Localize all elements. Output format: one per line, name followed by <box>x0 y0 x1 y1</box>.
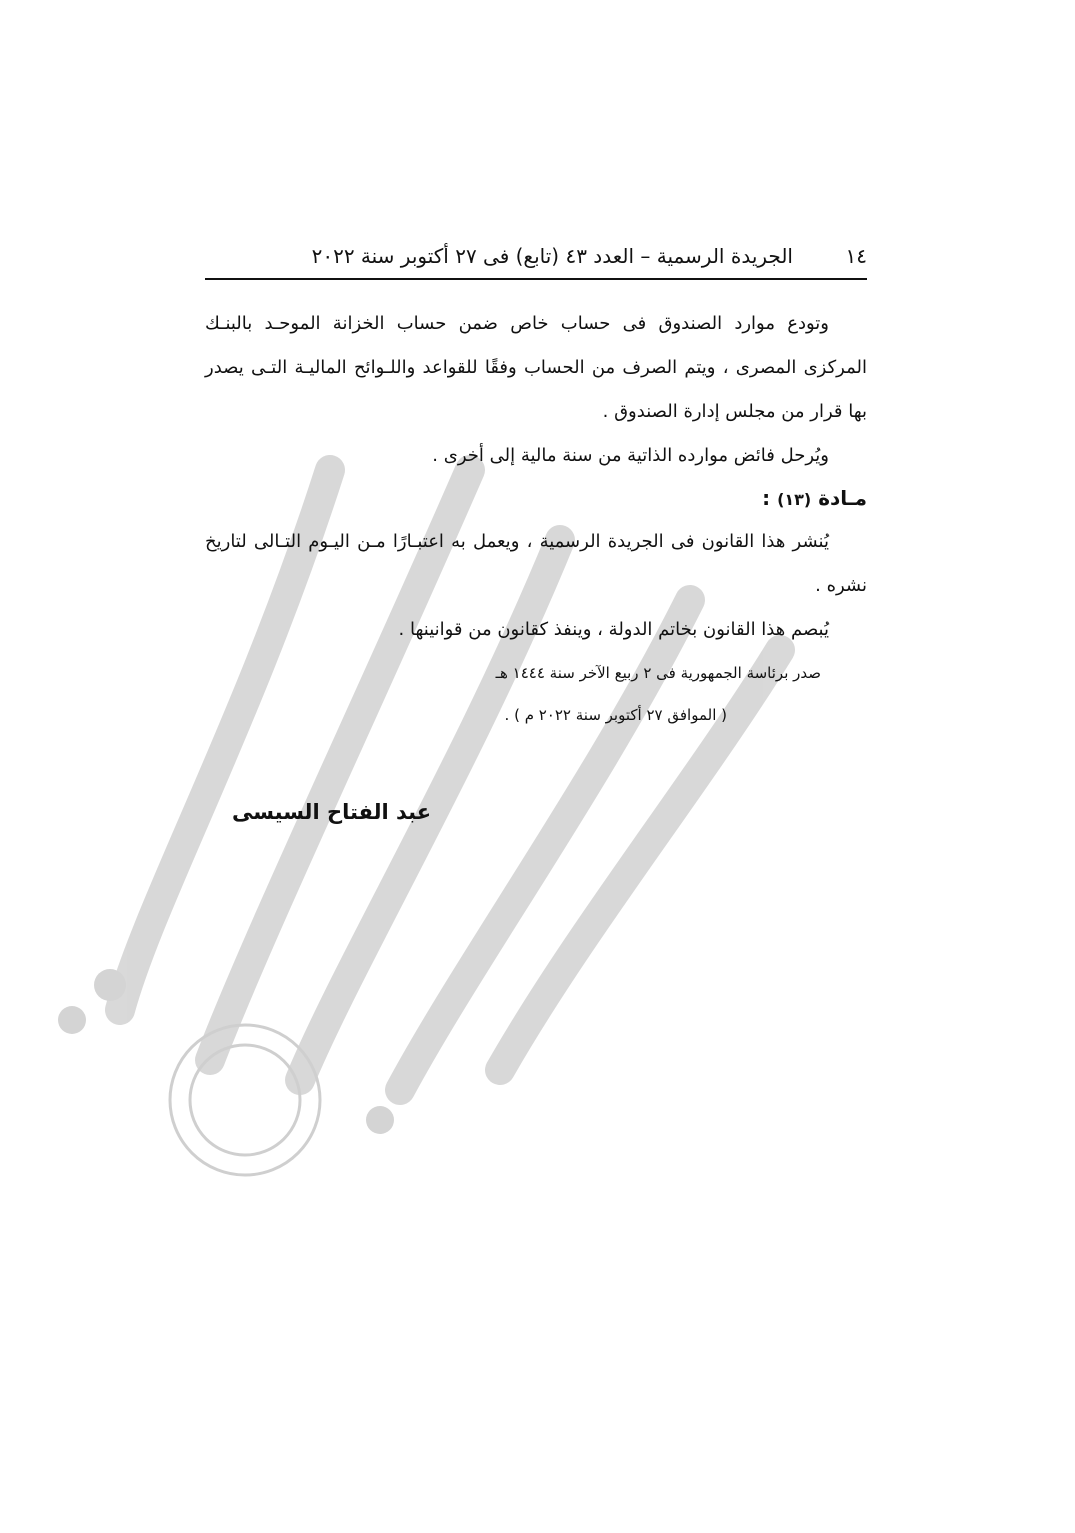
page-header <box>205 240 867 280</box>
paragraph-seal: يُبصم هذا القانون بخاتم الدولة ، وينفذ كقانون من قوانينها . <box>398 619 829 640</box>
paragraph-fund-resources: وتودع موارد الصندوق فى حساب خاص ضمن حساب الخزانة الموحـد بالبنـك المركزى المصرى ، ويتم الصرف من الحساب وفقًا للقواعد واللـوائح الماليـة التـى يصدر بها قرار من مجلس إدارة الصندوق . <box>205 313 867 422</box>
article-colon: : <box>762 486 778 510</box>
article-heading <box>205 478 867 520</box>
paragraph-publication: يُنشر هذا القانون فى الجريدة الرسمية ، ويعمل به اعتبـارًا مـن اليـوم التـالى لتاريخ نشره . <box>205 531 867 596</box>
article-number: (١٣) <box>777 490 812 509</box>
page-number: ١٤ <box>845 244 867 268</box>
paragraph-surplus: ويُرحل فائض موارده الذاتية من سنة مالية إلى أخرى . <box>432 445 829 466</box>
corresponding-date-line: ( الموافق ٢٧ أكتوبر سنة ٢٠٢٢ م ) . <box>504 706 727 724</box>
gazette-title: الجريدة الرسمية – العدد ٤٣ (تابع) فى ٢٧ أكتوبر سنة ٢٠٢٢ <box>311 244 793 268</box>
issued-line: صدر برئاسة الجمهورية فى ٢ ربيع الآخر سنة ١٤٤٤ هـ <box>495 664 821 682</box>
document-page <box>205 240 867 736</box>
article-label: مـادة <box>818 486 867 510</box>
president-signature: عبد الفتاح السيسى <box>232 800 432 824</box>
